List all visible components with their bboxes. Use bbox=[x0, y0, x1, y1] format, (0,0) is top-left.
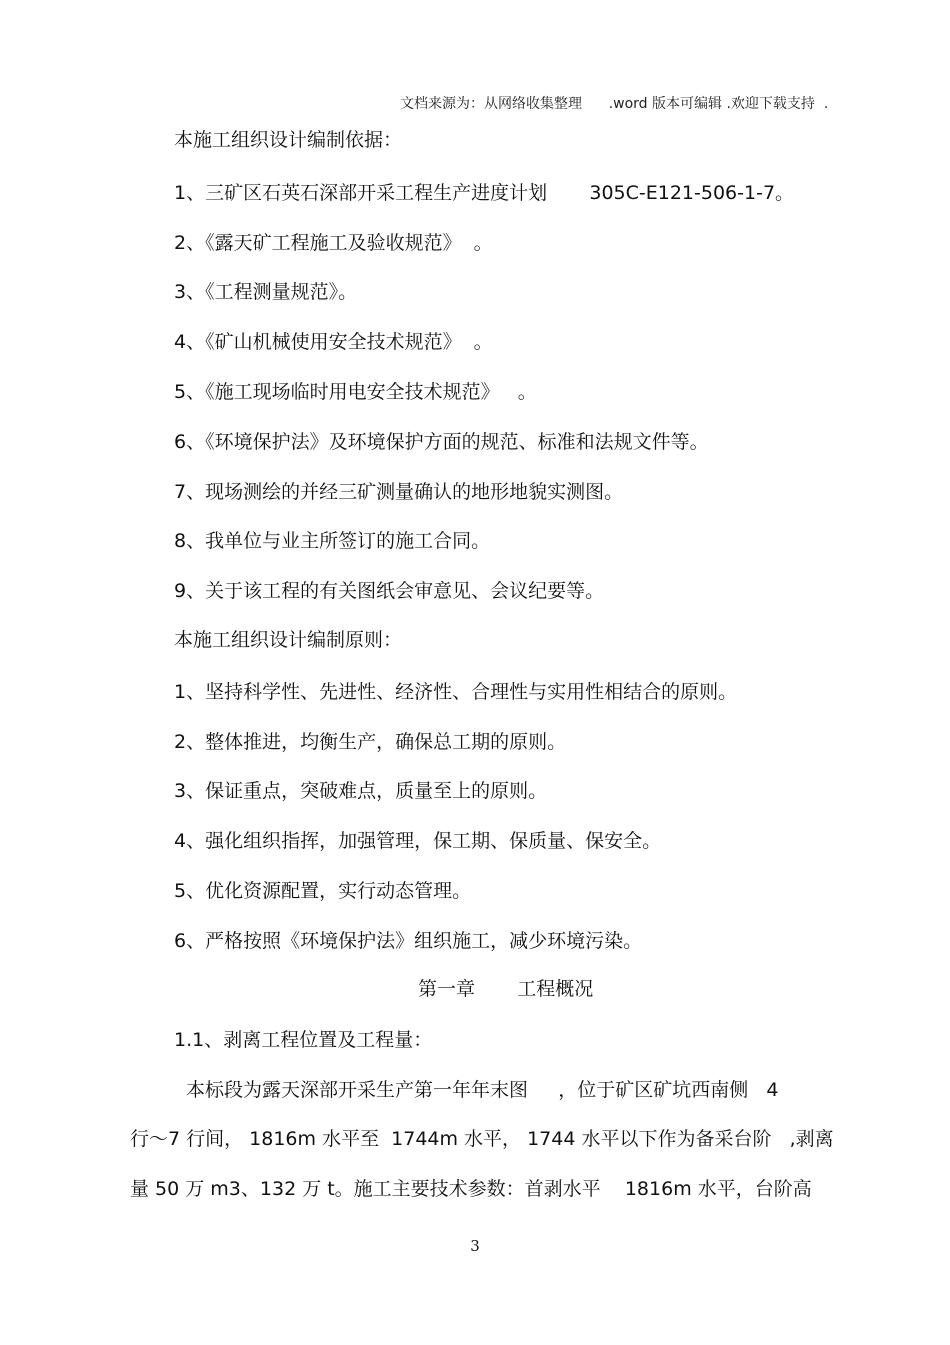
basis-item: 3、《工程测量规范》。 bbox=[174, 281, 358, 303]
paragraph-line: 行～7 行间， 1816m 水平至 1744m 水平， 1744 水平以下作为备采台阶 ,剥离 bbox=[130, 1128, 834, 1150]
page-number: 3 bbox=[470, 1237, 480, 1255]
principles-item: 1、坚持科学性、先进性、经济性、合理性与实用性相结合的原则。 bbox=[174, 681, 738, 703]
principles-item: 3、保证重点，突破难点，质量至上的原则。 bbox=[174, 780, 548, 802]
header-note: 文档来源为：从网络收集整理 .word 版本可编辑 .欢迎下载支持 . bbox=[400, 96, 829, 112]
basis-item: 6、《环境保护法》及环境保护方面的规范、标准和法规文件等。 bbox=[174, 431, 709, 453]
basis-item: 4、《矿山机械使用安全技术规范》 。 bbox=[174, 331, 493, 353]
basis-item: 1、三矿区石英石深部开采工程生产进度计划 305C-E121-506-1-7。 bbox=[174, 182, 795, 204]
basis-item: 9、关于该工程的有关图纸会审意见、会议纪要等。 bbox=[174, 580, 605, 602]
basis-item: 2、《露天矿工程施工及验收规范》 。 bbox=[174, 232, 493, 254]
principles-item: 2、整体推进，均衡生产，确保总工期的原则。 bbox=[174, 731, 567, 753]
basis-heading: 本施工组织设计编制依据： bbox=[174, 129, 403, 151]
principles-item: 5、优化资源配置，实行动态管理。 bbox=[174, 880, 472, 902]
basis-item: 8、我单位与业主所签订的施工合同。 bbox=[174, 530, 491, 552]
chapter-title: 第一章 工程概况 bbox=[418, 978, 594, 1000]
paragraph-line: 本标段为露天深部开采生产第一年年末图 ，位于矿区矿坑西南侧 4 bbox=[186, 1079, 779, 1101]
basis-item: 5、《施工现场临时用电安全技术规范》 。 bbox=[174, 381, 537, 403]
paragraph-line: 量 50 万 m3、132 万 t。施工主要技术参数：首剥水平 1816m 水平，台阶高 bbox=[130, 1178, 812, 1200]
principles-heading: 本施工组织设计编制原则： bbox=[174, 629, 403, 651]
principles-item: 6、严格按照《环境保护法》组织施工，减少环境污染。 bbox=[174, 930, 643, 952]
principles-item: 4、强化组织指挥，加强管理，保工期、保质量、保安全。 bbox=[174, 830, 662, 852]
section-title: 1.1、剥离工程位置及工程量： bbox=[174, 1029, 433, 1051]
basis-item: 7、现场测绘的并经三矿测量确认的地形地貌实测图。 bbox=[174, 481, 624, 503]
